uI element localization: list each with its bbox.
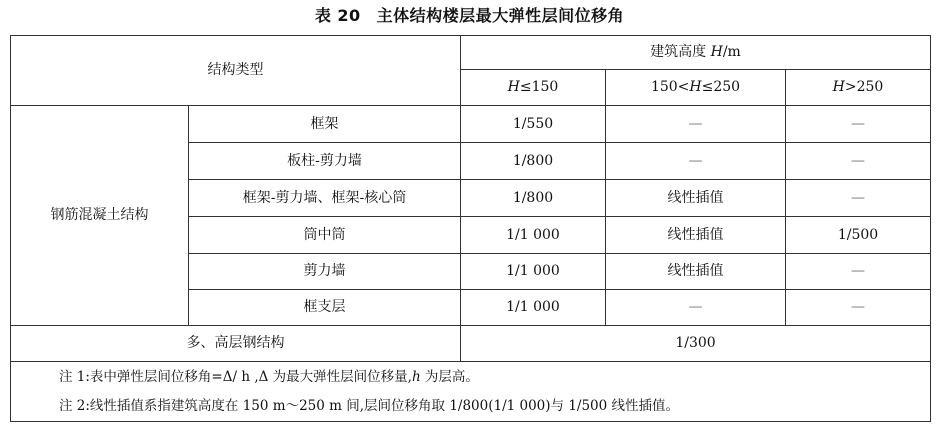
value-cell: — — [786, 254, 931, 290]
header-col-1-b: ≤150 — [519, 79, 559, 96]
header-col-1 — [461, 70, 606, 106]
note-1 — [11, 362, 931, 392]
header-col-3-var: H — [832, 79, 845, 96]
structure-type-cell: 剪力墙 — [189, 254, 461, 290]
value-cell: 线性插值 — [606, 217, 786, 254]
note-1-text-b: 为层高。 — [420, 368, 479, 385]
steel-structure-label: 多、高层钢结构 — [11, 326, 461, 362]
value-cell: 1/550 — [461, 106, 606, 143]
value-cell: — — [786, 106, 931, 143]
steel-structure-value: 1/300 — [461, 326, 931, 362]
header-col-1-var: H — [507, 79, 520, 96]
value-cell: — — [606, 106, 786, 143]
table-row — [11, 106, 931, 143]
value-cell: 1/800 — [461, 180, 606, 217]
header-height-prefix: 建筑高度 — [650, 44, 707, 61]
structure-type-cell: 框架-剪力墙、框架-核心筒 — [189, 180, 461, 217]
table-title — [0, 4, 939, 28]
note-row — [11, 392, 931, 422]
value-cell: 线性插值 — [606, 254, 786, 290]
table-title-number: 20 — [337, 6, 361, 25]
note-2-text: 注 2:线性插值系指建筑高度在 150 m～250 m 间,层间位移角取 1/800(1/1 000)与 1/500 线性插值。 — [59, 398, 680, 415]
table-title-text: 主体结构楼层最大弹性层间位移角 — [376, 6, 625, 25]
structure-type-cell: 框支层 — [189, 290, 461, 326]
value-cell: — — [786, 143, 931, 180]
header-structure-type: 结构类型 — [11, 36, 461, 106]
value-cell: — — [786, 180, 931, 217]
header-height-var: H — [710, 44, 723, 61]
header-row-1 — [11, 36, 931, 70]
value-cell: 线性插值 — [606, 180, 786, 217]
value-cell: — — [606, 143, 786, 180]
structure-type-cell: 框架 — [189, 106, 461, 143]
note-1-var: h — [411, 368, 421, 385]
value-cell: 1/800 — [461, 143, 606, 180]
drift-limit-table — [10, 35, 931, 422]
header-building-height — [461, 36, 931, 70]
rc-group-label: 钢筋混凝土结构 — [11, 106, 189, 326]
value-cell: 1/1 000 — [461, 290, 606, 326]
note-row — [11, 362, 931, 392]
structure-type-cell: 筒中筒 — [189, 217, 461, 254]
header-col-2-a: 150< — [650, 79, 690, 96]
header-col-2-var: H — [689, 79, 702, 96]
structure-type-cell: 板柱-剪力墙 — [189, 143, 461, 180]
header-col-2-b: ≤250 — [701, 79, 741, 96]
value-cell: 1/500 — [786, 217, 931, 254]
header-col-3 — [786, 70, 931, 106]
value-cell: — — [606, 290, 786, 326]
header-col-2 — [606, 70, 786, 106]
steel-row — [11, 326, 931, 362]
note-2 — [11, 392, 931, 422]
value-cell: — — [786, 290, 931, 326]
value-cell: 1/1 000 — [461, 254, 606, 290]
value-cell: 1/1 000 — [461, 217, 606, 254]
header-height-unit: /m — [722, 44, 741, 61]
header-col-3-b: >250 — [844, 79, 884, 96]
note-1-text-a: 注 1:表中弹性层间位移角=Δ/ h ,Δ 为最大弹性层间位移量, — [59, 368, 412, 385]
table-title-label: 表 — [314, 6, 332, 25]
